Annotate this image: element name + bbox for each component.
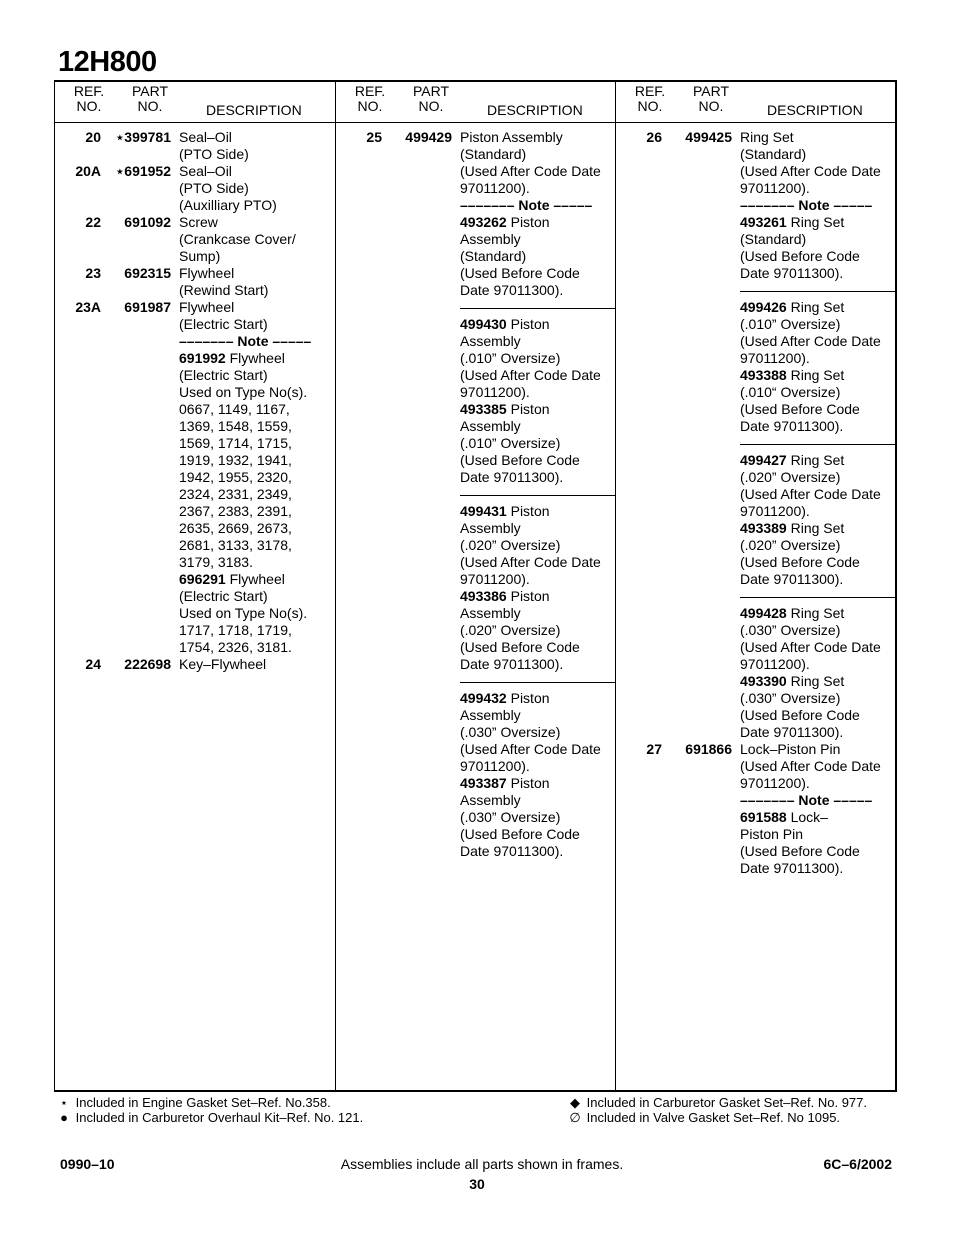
description-line: Date 97011300). bbox=[740, 724, 844, 740]
footnotes-left bbox=[56, 1095, 363, 1125]
group-divider bbox=[740, 444, 897, 445]
description-line: 493262 Piston bbox=[460, 214, 550, 230]
description-line: 499428 Ring Set bbox=[740, 605, 845, 621]
description-line: Key–Flywheel bbox=[179, 656, 267, 672]
column-header bbox=[615, 84, 897, 120]
description-line: (Standard) bbox=[740, 231, 807, 247]
ref-number: 20A bbox=[75, 163, 101, 179]
description-line: 97011200). bbox=[740, 656, 810, 672]
footnote bbox=[56, 1095, 363, 1110]
description-line: 97011200). bbox=[740, 180, 810, 196]
header-text: PART bbox=[131, 83, 169, 99]
description-line: 97011200). bbox=[460, 758, 530, 774]
description-line: 1569, 1714, 1715, bbox=[179, 435, 292, 451]
table-row bbox=[54, 265, 335, 299]
description-line: (Used After Code Date bbox=[460, 163, 601, 179]
description-line: 1919, 1932, 1941, bbox=[179, 452, 292, 468]
description-line: Date 97011300). bbox=[460, 469, 564, 485]
description-line: Assembly bbox=[460, 231, 521, 247]
ref-no-header bbox=[69, 84, 109, 114]
description-line: (Used After Code Date bbox=[460, 554, 601, 570]
footnote-text: Included in Engine Gasket Set–Ref. No.358. bbox=[75, 1095, 331, 1110]
group-divider bbox=[460, 682, 615, 683]
description-line: Date 97011300). bbox=[740, 418, 844, 434]
diamond-icon: ◆ bbox=[570, 1095, 580, 1110]
footnote-text: Included in Carburetor Overhaul Kit–Ref. No. 121. bbox=[75, 1110, 364, 1125]
table-row bbox=[615, 741, 897, 877]
ref-number: 27 bbox=[646, 741, 662, 757]
description-line: 1369, 1548, 1559, bbox=[179, 418, 292, 434]
description-line: (PTO Side) bbox=[179, 180, 249, 196]
description bbox=[740, 741, 897, 877]
ref-number: 24 bbox=[85, 656, 101, 672]
description-line: Lock–Piston Pin bbox=[740, 741, 841, 757]
description-line: 97011200). bbox=[460, 180, 530, 196]
group-divider bbox=[740, 597, 897, 598]
part-number: 692315 bbox=[124, 265, 171, 281]
description-line: (Used Before Code bbox=[740, 843, 860, 859]
alternate-part-number: 499430 bbox=[460, 316, 507, 332]
description-line: (PTO Side) bbox=[179, 146, 249, 162]
description-line: 97011200). bbox=[460, 384, 530, 400]
description-line: (.010” Oversize) bbox=[460, 350, 561, 366]
footer-doc-number: 0990–10 bbox=[60, 1156, 115, 1172]
description-line: (Crankcase Cover/ bbox=[179, 231, 296, 247]
alternate-part-number: 493387 bbox=[460, 775, 507, 791]
header-text: REF. bbox=[634, 83, 666, 99]
description-line: 2681, 3133, 3178, bbox=[179, 537, 292, 553]
description-line: Assembly bbox=[460, 707, 521, 723]
header-text: NO. bbox=[357, 98, 383, 114]
description-line: 1754, 2326, 3181. bbox=[179, 639, 292, 655]
ref-number: 20 bbox=[85, 129, 101, 145]
header-text: NO. bbox=[637, 98, 663, 114]
alternate-part-number: 493389 bbox=[740, 520, 787, 536]
alternate-part-number: 493386 bbox=[460, 588, 507, 604]
description bbox=[179, 656, 335, 673]
table-row bbox=[54, 214, 335, 265]
description-line: Flywheel bbox=[179, 299, 235, 315]
description-line: Screw bbox=[179, 214, 218, 230]
description-line: (Used After Code Date bbox=[740, 163, 881, 179]
table-row bbox=[54, 129, 335, 163]
alternate-part-number: 499426 bbox=[740, 299, 787, 315]
description-line: Date 97011300). bbox=[460, 656, 564, 672]
description-line: Piston Assembly bbox=[460, 129, 563, 145]
column-header bbox=[54, 84, 335, 120]
description-line: 97011200). bbox=[460, 571, 530, 587]
description-line: (Used After Code Date bbox=[740, 639, 881, 655]
description-line: (Used Before Code bbox=[740, 554, 860, 570]
alternate-part-number: 691588 bbox=[740, 809, 787, 825]
header-text: NO. bbox=[76, 98, 102, 114]
description-line: (.030” Oversize) bbox=[460, 724, 561, 740]
description-line: (Used After Code Date bbox=[740, 758, 881, 774]
description-line: Date 97011300). bbox=[740, 860, 844, 876]
description-line: (.020” Oversize) bbox=[740, 469, 841, 485]
description-line: (Electric Start) bbox=[179, 316, 268, 332]
parts-rows bbox=[335, 129, 615, 860]
alternate-part-number: 493262 bbox=[460, 214, 507, 230]
description-line: 696291 Flywheel bbox=[179, 571, 285, 587]
description-line: 499432 Piston bbox=[460, 690, 550, 706]
footnote-text: Included in Carburetor Gasket Set–Ref. No. 977. bbox=[586, 1095, 868, 1110]
description-line: 493386 Piston bbox=[460, 588, 550, 604]
description-line: Date 97011300). bbox=[740, 265, 844, 281]
description-line: (Used After Code Date bbox=[460, 367, 601, 383]
table-row bbox=[54, 163, 335, 214]
description-line: Assembly bbox=[460, 418, 521, 434]
column-header bbox=[335, 84, 615, 120]
part-number: 691866 bbox=[685, 741, 732, 757]
table-row bbox=[54, 656, 335, 673]
description-line: (Auxilliary PTO) bbox=[179, 197, 277, 213]
note-label: ––––––– Note ––––– bbox=[740, 197, 873, 213]
description-line: 3179, 3183. bbox=[179, 554, 253, 570]
description-line: (.030” Oversize) bbox=[740, 622, 841, 638]
description-header: DESCRIPTION bbox=[767, 102, 863, 118]
description-line: 2324, 2331, 2349, bbox=[179, 486, 292, 502]
description-line: Ring Set bbox=[740, 129, 794, 145]
description-line: 0667, 1149, 1167, bbox=[179, 401, 290, 417]
description-line: 493390 Ring Set bbox=[740, 673, 845, 689]
part-number: 222698 bbox=[124, 656, 171, 672]
footer-note: Assemblies include all parts shown in frames. bbox=[340, 1156, 624, 1172]
group-divider bbox=[460, 308, 615, 309]
note-label: ––––––– Note ––––– bbox=[740, 792, 873, 808]
description-line: Assembly bbox=[460, 520, 521, 536]
description-line: (Used Before Code bbox=[740, 248, 860, 264]
ref-no-header bbox=[350, 84, 390, 114]
description-line: 97011200). bbox=[740, 775, 810, 791]
ref-number: 26 bbox=[646, 129, 662, 145]
footnote bbox=[567, 1095, 867, 1110]
description-line: 97011200). bbox=[740, 503, 810, 519]
description-line: 2367, 2383, 2391, bbox=[179, 503, 292, 519]
description-line: Used on Type No(s). bbox=[179, 384, 308, 400]
description-line: Assembly bbox=[460, 792, 521, 808]
description-line: (Standard) bbox=[460, 146, 527, 162]
alternate-part-number: 691992 bbox=[179, 350, 226, 366]
description-line: 493385 Piston bbox=[460, 401, 550, 417]
header-text: PART bbox=[412, 83, 450, 99]
ref-number: 23A bbox=[75, 299, 101, 315]
description bbox=[179, 265, 335, 299]
description-line: Seal–Oil bbox=[179, 163, 232, 179]
group-divider bbox=[740, 291, 897, 292]
header-text: NO. bbox=[137, 98, 163, 114]
description bbox=[179, 299, 335, 656]
description-line: (.030” Oversize) bbox=[460, 809, 561, 825]
description-line: 499431 Piston bbox=[460, 503, 550, 519]
description bbox=[460, 129, 615, 860]
description-line: (Standard) bbox=[460, 248, 527, 264]
description-line: (Used Before Code bbox=[460, 265, 580, 281]
description-line: Used on Type No(s). bbox=[179, 605, 308, 621]
description-line: Date 97011300). bbox=[460, 282, 564, 298]
description-line: (Used Before Code bbox=[460, 639, 580, 655]
header-text: PART bbox=[692, 83, 730, 99]
description-line: (Used Before Code bbox=[460, 452, 580, 468]
star-icon: ⋆ bbox=[59, 1095, 69, 1110]
footnotes-right bbox=[567, 1095, 867, 1125]
description-line: 691992 Flywheel bbox=[179, 350, 285, 366]
alternate-part-number: 499428 bbox=[740, 605, 787, 621]
description-line: (Used Before Code bbox=[460, 826, 580, 842]
note-label: ––––––– Note ––––– bbox=[179, 333, 312, 349]
note-label: ––––––– Note ––––– bbox=[460, 197, 593, 213]
table-row bbox=[335, 129, 615, 860]
description-line: (Used After Code Date bbox=[460, 741, 601, 757]
description-line: 1942, 1955, 2320, bbox=[179, 469, 292, 485]
description bbox=[179, 129, 335, 163]
description-header: DESCRIPTION bbox=[206, 102, 302, 118]
part-no-header bbox=[690, 84, 732, 114]
description-line: Piston Pin bbox=[740, 826, 804, 842]
ref-no-header bbox=[630, 84, 670, 114]
footer-date-code: 6C–6/2002 bbox=[823, 1156, 892, 1172]
part-number: 499429 bbox=[405, 129, 452, 145]
ref-number: 22 bbox=[85, 214, 101, 230]
description-line: (Used After Code Date bbox=[740, 486, 881, 502]
empty-set-icon: ∅ bbox=[569, 1110, 581, 1125]
description-line: 97011200). bbox=[740, 350, 810, 366]
header-text: REF. bbox=[73, 83, 105, 99]
parts-rows bbox=[54, 129, 335, 673]
part-no-header bbox=[129, 84, 171, 114]
group-divider bbox=[460, 495, 615, 496]
alternate-part-number: 499431 bbox=[460, 503, 507, 519]
part-number: 691987 bbox=[124, 299, 171, 315]
part-number: ⋆691952 bbox=[115, 163, 171, 179]
description-line: 1717, 1718, 1719, bbox=[179, 622, 292, 638]
description-line: (Electric Start) bbox=[179, 367, 268, 383]
description-line: 493387 Piston bbox=[460, 775, 550, 791]
description-line: 499426 Ring Set bbox=[740, 299, 845, 315]
alternate-part-number: 696291 bbox=[179, 571, 226, 587]
alternate-part-number: 493261 bbox=[740, 214, 787, 230]
description-line: Date 97011300). bbox=[740, 571, 844, 587]
description-line: 2635, 2669, 2673, bbox=[179, 520, 292, 536]
description-line: (.010” Oversize) bbox=[740, 316, 841, 332]
description-line: Assembly bbox=[460, 333, 521, 349]
header-divider bbox=[54, 122, 897, 123]
description-line: Seal–Oil bbox=[179, 129, 232, 145]
ref-number: 25 bbox=[366, 129, 382, 145]
description-line: Date 97011300). bbox=[460, 843, 564, 859]
description-line: 499427 Ring Set bbox=[740, 452, 845, 468]
description-line: (.030” Oversize) bbox=[740, 690, 841, 706]
description-line: (.010” Oversize) bbox=[460, 435, 561, 451]
description bbox=[740, 129, 897, 741]
part-number: ⋆399781 bbox=[115, 129, 171, 145]
footnote bbox=[56, 1110, 363, 1125]
description-line: 493389 Ring Set bbox=[740, 520, 845, 536]
description-header: DESCRIPTION bbox=[487, 102, 583, 118]
header-text: NO. bbox=[698, 98, 724, 114]
header-text: NO. bbox=[418, 98, 444, 114]
page-number: 30 bbox=[469, 1176, 485, 1192]
table-row bbox=[54, 299, 335, 656]
description-line: (Used Before Code bbox=[740, 707, 860, 723]
description-line: (.010“ Oversize) bbox=[740, 384, 841, 400]
description bbox=[179, 214, 335, 265]
description-line: 499430 Piston bbox=[460, 316, 550, 332]
description bbox=[179, 163, 335, 214]
header-text: REF. bbox=[354, 83, 386, 99]
footnote bbox=[567, 1110, 867, 1125]
description-line: (Electric Start) bbox=[179, 588, 268, 604]
page-title: 12H800 bbox=[58, 46, 157, 78]
description-line: 493388 Ring Set bbox=[740, 367, 845, 383]
alternate-part-number: 499432 bbox=[460, 690, 507, 706]
part-no-header bbox=[410, 84, 452, 114]
description-line: (Standard) bbox=[740, 146, 807, 162]
description-line: Assembly bbox=[460, 605, 521, 621]
parts-rows bbox=[615, 129, 897, 877]
alternate-part-number: 493385 bbox=[460, 401, 507, 417]
description-line: Sump) bbox=[179, 248, 221, 264]
alternate-part-number: 493388 bbox=[740, 367, 787, 383]
part-number: 691092 bbox=[124, 214, 171, 230]
part-number: 499425 bbox=[685, 129, 732, 145]
description-line: (Used Before Code bbox=[740, 401, 860, 417]
footnote-text: Included in Valve Gasket Set–Ref. No 1095. bbox=[586, 1110, 841, 1125]
description-line: Flywheel bbox=[179, 265, 235, 281]
description-line: (.020” Oversize) bbox=[740, 537, 841, 553]
table-row bbox=[615, 129, 897, 741]
description-line: (Used After Code Date bbox=[740, 333, 881, 349]
bullet-icon: ● bbox=[60, 1110, 68, 1125]
description-line: 493261 Ring Set bbox=[740, 214, 845, 230]
description-line: (Rewind Start) bbox=[179, 282, 269, 298]
alternate-part-number: 493390 bbox=[740, 673, 787, 689]
description-line: (.020” Oversize) bbox=[460, 537, 561, 553]
description-line: (.020” Oversize) bbox=[460, 622, 561, 638]
ref-number: 23 bbox=[85, 265, 101, 281]
description-line: 691588 Lock– bbox=[740, 809, 828, 825]
alternate-part-number: 499427 bbox=[740, 452, 787, 468]
